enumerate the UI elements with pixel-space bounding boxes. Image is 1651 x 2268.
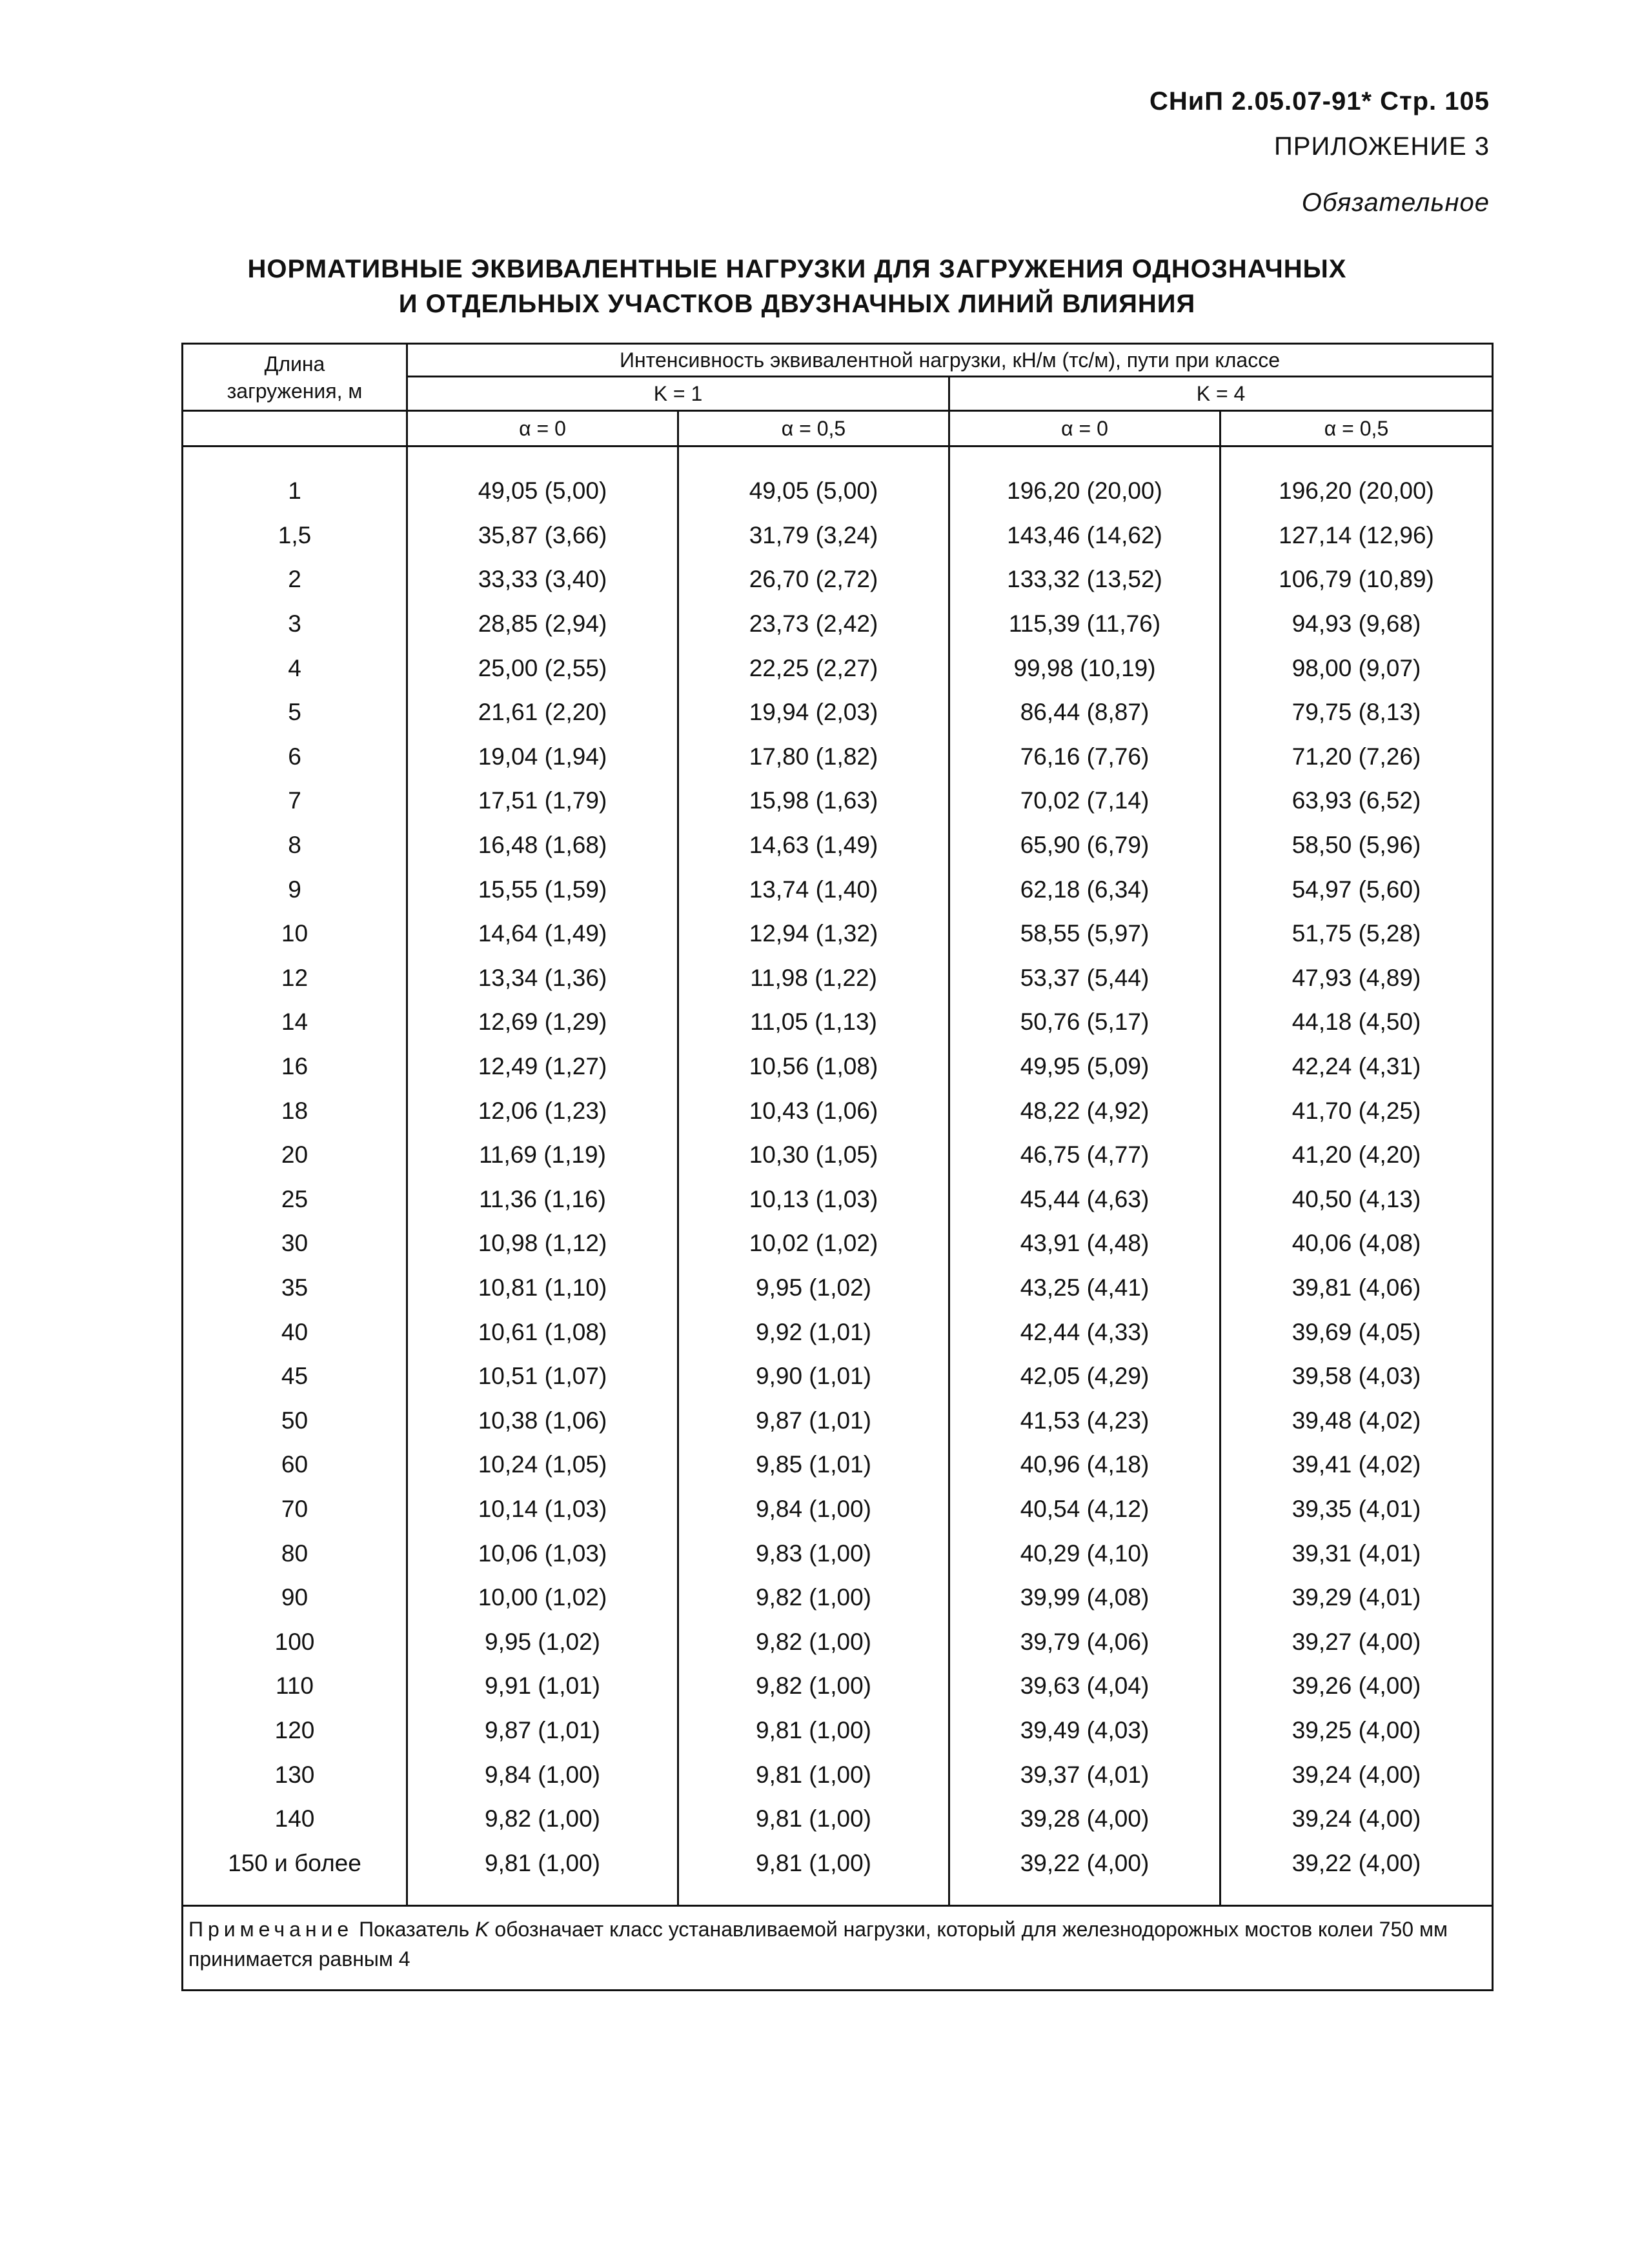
table-top-spacer xyxy=(183,447,1493,470)
note-label: Примечание xyxy=(188,1918,354,1941)
equivalent-loads-table xyxy=(181,343,1494,1991)
k1-alpha0-cell: 10,51 (1,07) xyxy=(407,1354,678,1399)
length-header-line-1: Длина xyxy=(264,352,325,376)
length-cell: 50 xyxy=(183,1398,407,1443)
k4-alpha05-cell: 63,93 (6,52) xyxy=(1221,779,1493,823)
length-cell: 35 xyxy=(183,1266,407,1310)
length-cell: 80 xyxy=(183,1531,407,1576)
k4-alpha0-cell: 39,49 (4,03) xyxy=(949,1709,1221,1753)
k4-alpha05-cell: 196,20 (20,00) xyxy=(1221,469,1493,514)
k4-alpha05-cell: 41,20 (4,20) xyxy=(1221,1133,1493,1178)
k1-alpha05-cell: 9,90 (1,01) xyxy=(678,1354,949,1399)
k1-alpha0-cell: 10,24 (1,05) xyxy=(407,1443,678,1487)
length-cell: 3 xyxy=(183,602,407,647)
alpha-header-k4-05: α = 0,5 xyxy=(1221,411,1493,447)
length-cell: 2 xyxy=(183,557,407,602)
k1-alpha0-cell: 12,49 (1,27) xyxy=(407,1045,678,1089)
k4-alpha05-cell: 39,24 (4,00) xyxy=(1221,1797,1493,1841)
table-row xyxy=(183,1000,1493,1045)
k4-alpha05-cell: 39,29 (4,01) xyxy=(1221,1576,1493,1620)
table-row xyxy=(183,1310,1493,1354)
k1-alpha0-cell: 15,55 (1,59) xyxy=(407,867,678,912)
table-row xyxy=(183,735,1493,779)
k4-alpha05-cell: 40,50 (4,13) xyxy=(1221,1178,1493,1222)
k4-alpha05-cell: 39,26 (4,00) xyxy=(1221,1664,1493,1709)
k4-alpha05-cell: 94,93 (9,68) xyxy=(1221,602,1493,647)
length-header-line-2: загружения, м xyxy=(227,379,363,403)
table-row xyxy=(183,646,1493,690)
length-cell: 100 xyxy=(183,1620,407,1664)
title-line-2: И ОТДЕЛЬНЫХ УЧАСТКОВ ДВУЗНАЧНЫХ ЛИНИЙ ВЛИЯНИЯ xyxy=(398,290,1196,318)
length-column-header xyxy=(183,344,407,411)
page-title xyxy=(161,252,1433,321)
table-row xyxy=(183,1045,1493,1089)
k1-alpha05-cell: 9,87 (1,01) xyxy=(678,1398,949,1443)
table-row xyxy=(183,779,1493,823)
k4-alpha0-cell: 143,46 (14,62) xyxy=(949,514,1221,558)
k1-alpha05-cell: 10,43 (1,06) xyxy=(678,1089,949,1133)
table-row xyxy=(183,1487,1493,1532)
k4-alpha0-cell: 86,44 (8,87) xyxy=(949,690,1221,735)
length-cell: 130 xyxy=(183,1752,407,1797)
table-row xyxy=(183,1531,1493,1576)
table-row xyxy=(183,1841,1493,1885)
k4-alpha05-cell: 106,79 (10,89) xyxy=(1221,557,1493,602)
k4-alpha0-cell: 62,18 (6,34) xyxy=(949,867,1221,912)
alpha-header-k1-05: α = 0,5 xyxy=(678,411,949,447)
note-text-start: Показатель xyxy=(359,1918,470,1941)
table-row xyxy=(183,1398,1493,1443)
k1-alpha05-cell: 22,25 (2,27) xyxy=(678,646,949,690)
k4-alpha05-cell: 39,41 (4,02) xyxy=(1221,1443,1493,1487)
k4-alpha05-cell: 39,24 (4,00) xyxy=(1221,1752,1493,1797)
length-header-blank xyxy=(183,411,407,447)
k1-alpha0-cell: 11,69 (1,19) xyxy=(407,1133,678,1178)
k4-alpha05-cell: 98,00 (9,07) xyxy=(1221,646,1493,690)
k1-alpha0-cell: 9,84 (1,00) xyxy=(407,1752,678,1797)
table-row xyxy=(183,1354,1493,1399)
length-cell: 10 xyxy=(183,912,407,956)
k4-alpha0-cell: 53,37 (5,44) xyxy=(949,956,1221,1001)
table-row xyxy=(183,1089,1493,1133)
k4-alpha0-cell: 45,44 (4,63) xyxy=(949,1178,1221,1222)
k4-alpha0-cell: 196,20 (20,00) xyxy=(949,469,1221,514)
k1-alpha0-cell: 28,85 (2,94) xyxy=(407,602,678,647)
length-cell: 25 xyxy=(183,1178,407,1222)
k1-alpha05-cell: 19,94 (2,03) xyxy=(678,690,949,735)
k4-alpha05-cell: 39,35 (4,01) xyxy=(1221,1487,1493,1532)
k1-alpha05-cell: 10,13 (1,03) xyxy=(678,1178,949,1222)
k4-alpha0-cell: 58,55 (5,97) xyxy=(949,912,1221,956)
length-cell: 60 xyxy=(183,1443,407,1487)
k1-alpha0-cell: 17,51 (1,79) xyxy=(407,779,678,823)
alpha-header-k1-0: α = 0 xyxy=(407,411,678,447)
length-cell: 45 xyxy=(183,1354,407,1399)
table-row xyxy=(183,514,1493,558)
k1-alpha05-cell: 9,82 (1,00) xyxy=(678,1576,949,1620)
length-cell: 1,5 xyxy=(183,514,407,558)
k4-alpha0-cell: 40,54 (4,12) xyxy=(949,1487,1221,1532)
table-row xyxy=(183,602,1493,647)
k4-alpha0-cell: 40,96 (4,18) xyxy=(949,1443,1221,1487)
document-code: СНиП 2.05.07-91* Стр. 105 xyxy=(1149,87,1490,115)
k4-alpha0-cell: 99,98 (10,19) xyxy=(949,646,1221,690)
table-row xyxy=(183,1664,1493,1709)
length-cell: 110 xyxy=(183,1664,407,1709)
k1-alpha05-cell: 9,81 (1,00) xyxy=(678,1841,949,1885)
length-cell: 8 xyxy=(183,823,407,868)
length-cell: 18 xyxy=(183,1089,407,1133)
k1-alpha05-cell: 9,81 (1,00) xyxy=(678,1752,949,1797)
k4-alpha0-cell: 133,32 (13,52) xyxy=(949,557,1221,602)
k4-alpha0-cell: 65,90 (6,79) xyxy=(949,823,1221,868)
k1-alpha05-cell: 23,73 (2,42) xyxy=(678,602,949,647)
k1-alpha0-cell: 10,00 (1,02) xyxy=(407,1576,678,1620)
length-cell: 140 xyxy=(183,1797,407,1841)
k1-alpha05-cell: 26,70 (2,72) xyxy=(678,557,949,602)
k1-alpha05-cell: 10,30 (1,05) xyxy=(678,1133,949,1178)
k1-alpha0-cell: 19,04 (1,94) xyxy=(407,735,678,779)
k4-alpha0-cell: 43,91 (4,48) xyxy=(949,1221,1221,1266)
table-row xyxy=(183,1797,1493,1841)
k4-alpha05-cell: 39,25 (4,00) xyxy=(1221,1709,1493,1753)
k1-alpha0-cell: 10,38 (1,06) xyxy=(407,1398,678,1443)
k4-alpha0-cell: 50,76 (5,17) xyxy=(949,1000,1221,1045)
k4-alpha05-cell: 39,27 (4,00) xyxy=(1221,1620,1493,1664)
table-bottom-spacer xyxy=(183,1885,1493,1906)
k4-alpha0-cell: 39,99 (4,08) xyxy=(949,1576,1221,1620)
k1-alpha0-cell: 10,81 (1,10) xyxy=(407,1266,678,1310)
table-footer xyxy=(183,1885,1493,1991)
k1-alpha05-cell: 9,84 (1,00) xyxy=(678,1487,949,1532)
length-cell: 20 xyxy=(183,1133,407,1178)
table-row xyxy=(183,867,1493,912)
k1-alpha05-cell: 9,81 (1,00) xyxy=(678,1797,949,1841)
k4-alpha0-cell: 39,79 (4,06) xyxy=(949,1620,1221,1664)
k1-alpha05-cell: 9,82 (1,00) xyxy=(678,1664,949,1709)
k4-alpha05-cell: 39,48 (4,02) xyxy=(1221,1398,1493,1443)
table-row xyxy=(183,1752,1493,1797)
k4-alpha05-cell: 44,18 (4,50) xyxy=(1221,1000,1493,1045)
k1-alpha0-cell: 12,69 (1,29) xyxy=(407,1000,678,1045)
length-cell: 16 xyxy=(183,1045,407,1089)
length-cell: 12 xyxy=(183,956,407,1001)
k1-alpha0-cell: 9,95 (1,02) xyxy=(407,1620,678,1664)
k4-alpha05-cell: 41,70 (4,25) xyxy=(1221,1089,1493,1133)
length-cell: 30 xyxy=(183,1221,407,1266)
k1-alpha0-cell: 11,36 (1,16) xyxy=(407,1178,678,1222)
k4-alpha05-cell: 51,75 (5,28) xyxy=(1221,912,1493,956)
table-row xyxy=(183,956,1493,1001)
class-k1-header: K = 1 xyxy=(407,377,949,411)
k1-alpha05-cell: 10,02 (1,02) xyxy=(678,1221,949,1266)
k4-alpha0-cell: 42,05 (4,29) xyxy=(949,1354,1221,1399)
k4-alpha0-cell: 41,53 (4,23) xyxy=(949,1398,1221,1443)
table-row xyxy=(183,1266,1493,1310)
table-row xyxy=(183,1576,1493,1620)
k4-alpha05-cell: 39,81 (4,06) xyxy=(1221,1266,1493,1310)
k4-alpha05-cell: 40,06 (4,08) xyxy=(1221,1221,1493,1266)
k4-alpha0-cell: 115,39 (11,76) xyxy=(949,602,1221,647)
table-row xyxy=(183,1178,1493,1222)
intensity-header: Интенсивность эквивалентной нагрузки, кН/м (тс/м), пути при классе xyxy=(407,344,1493,377)
k4-alpha0-cell: 46,75 (4,77) xyxy=(949,1133,1221,1178)
k4-alpha05-cell: 42,24 (4,31) xyxy=(1221,1045,1493,1089)
k4-alpha05-cell: 58,50 (5,96) xyxy=(1221,823,1493,868)
k4-alpha0-cell: 39,37 (4,01) xyxy=(949,1752,1221,1797)
k1-alpha05-cell: 11,05 (1,13) xyxy=(678,1000,949,1045)
k1-alpha0-cell: 10,61 (1,08) xyxy=(407,1310,678,1354)
k4-alpha0-cell: 43,25 (4,41) xyxy=(949,1266,1221,1310)
k1-alpha0-cell: 10,14 (1,03) xyxy=(407,1487,678,1532)
k4-alpha0-cell: 40,29 (4,10) xyxy=(949,1531,1221,1576)
length-cell: 40 xyxy=(183,1310,407,1354)
length-cell: 70 xyxy=(183,1487,407,1532)
k1-alpha05-cell: 14,63 (1,49) xyxy=(678,823,949,868)
k1-alpha0-cell: 14,64 (1,49) xyxy=(407,912,678,956)
k1-alpha0-cell: 9,91 (1,01) xyxy=(407,1664,678,1709)
table-row xyxy=(183,690,1493,735)
k4-alpha05-cell: 79,75 (8,13) xyxy=(1221,690,1493,735)
k1-alpha0-cell: 35,87 (3,66) xyxy=(407,514,678,558)
length-cell: 150 и более xyxy=(183,1841,407,1885)
length-cell: 9 xyxy=(183,867,407,912)
table-row xyxy=(183,1221,1493,1266)
k1-alpha05-cell: 9,81 (1,00) xyxy=(678,1709,949,1753)
k1-alpha05-cell: 11,98 (1,22) xyxy=(678,956,949,1001)
k1-alpha0-cell: 33,33 (3,40) xyxy=(407,557,678,602)
k4-alpha05-cell: 127,14 (12,96) xyxy=(1221,514,1493,558)
k1-alpha05-cell: 9,92 (1,01) xyxy=(678,1310,949,1354)
k1-alpha05-cell: 12,94 (1,32) xyxy=(678,912,949,956)
table-row xyxy=(183,1133,1493,1178)
k1-alpha0-cell: 25,00 (2,55) xyxy=(407,646,678,690)
k1-alpha0-cell: 9,87 (1,01) xyxy=(407,1709,678,1753)
length-cell: 120 xyxy=(183,1709,407,1753)
k4-alpha05-cell: 47,93 (4,89) xyxy=(1221,956,1493,1001)
k1-alpha0-cell: 10,06 (1,03) xyxy=(407,1531,678,1576)
class-k4-header: K = 4 xyxy=(949,377,1493,411)
length-cell: 6 xyxy=(183,735,407,779)
length-cell: 90 xyxy=(183,1576,407,1620)
length-cell: 14 xyxy=(183,1000,407,1045)
k4-alpha0-cell: 39,22 (4,00) xyxy=(949,1841,1221,1885)
appendix-label: ПРИЛОЖЕНИЕ 3 xyxy=(1274,132,1490,161)
k4-alpha0-cell: 70,02 (7,14) xyxy=(949,779,1221,823)
k4-alpha0-cell: 48,22 (4,92) xyxy=(949,1089,1221,1133)
k1-alpha0-cell: 21,61 (2,20) xyxy=(407,690,678,735)
table-row xyxy=(183,469,1493,514)
k1-alpha05-cell: 15,98 (1,63) xyxy=(678,779,949,823)
length-cell: 5 xyxy=(183,690,407,735)
length-cell: 7 xyxy=(183,779,407,823)
k4-alpha0-cell: 49,95 (5,09) xyxy=(949,1045,1221,1089)
alpha-header-k4-0: α = 0 xyxy=(949,411,1221,447)
table-row xyxy=(183,823,1493,868)
k4-alpha05-cell: 39,58 (4,03) xyxy=(1221,1354,1493,1399)
appendix-status: Обязательное xyxy=(1301,188,1490,217)
k4-alpha05-cell: 39,22 (4,00) xyxy=(1221,1841,1493,1885)
note-text-end: обозначает класс устанавливаемой нагрузки, который для железнодорожных мостов колеи 750 мм принимается равным 4 xyxy=(188,1918,1448,1971)
k1-alpha05-cell: 10,56 (1,08) xyxy=(678,1045,949,1089)
k1-alpha0-cell: 9,82 (1,00) xyxy=(407,1797,678,1841)
k1-alpha05-cell: 9,95 (1,02) xyxy=(678,1266,949,1310)
k1-alpha0-cell: 13,34 (1,36) xyxy=(407,956,678,1001)
k1-alpha05-cell: 9,83 (1,00) xyxy=(678,1531,949,1576)
table-body xyxy=(183,447,1493,1886)
k4-alpha05-cell: 39,69 (4,05) xyxy=(1221,1310,1493,1354)
length-cell: 1 xyxy=(183,469,407,514)
k1-alpha05-cell: 13,74 (1,40) xyxy=(678,867,949,912)
k4-alpha0-cell: 42,44 (4,33) xyxy=(949,1310,1221,1354)
note-k-symbol: K xyxy=(475,1918,489,1941)
k1-alpha05-cell: 31,79 (3,24) xyxy=(678,514,949,558)
k4-alpha05-cell: 39,31 (4,01) xyxy=(1221,1531,1493,1576)
k4-alpha0-cell: 76,16 (7,76) xyxy=(949,735,1221,779)
k4-alpha05-cell: 54,97 (5,60) xyxy=(1221,867,1493,912)
table-note xyxy=(183,1906,1493,1991)
k4-alpha0-cell: 39,28 (4,00) xyxy=(949,1797,1221,1841)
k1-alpha05-cell: 49,05 (5,00) xyxy=(678,469,949,514)
k1-alpha0-cell: 16,48 (1,68) xyxy=(407,823,678,868)
k4-alpha05-cell: 71,20 (7,26) xyxy=(1221,735,1493,779)
table-row xyxy=(183,912,1493,956)
table-row xyxy=(183,1709,1493,1753)
k1-alpha05-cell: 17,80 (1,82) xyxy=(678,735,949,779)
k1-alpha05-cell: 9,85 (1,01) xyxy=(678,1443,949,1487)
table-row xyxy=(183,557,1493,602)
length-cell: 4 xyxy=(183,646,407,690)
k1-alpha0-cell: 12,06 (1,23) xyxy=(407,1089,678,1133)
k4-alpha0-cell: 39,63 (4,04) xyxy=(949,1664,1221,1709)
k1-alpha0-cell: 9,81 (1,00) xyxy=(407,1841,678,1885)
k1-alpha0-cell: 10,98 (1,12) xyxy=(407,1221,678,1266)
table-header xyxy=(183,344,1493,447)
table-row xyxy=(183,1620,1493,1664)
k1-alpha05-cell: 9,82 (1,00) xyxy=(678,1620,949,1664)
table-row xyxy=(183,1443,1493,1487)
k1-alpha0-cell: 49,05 (5,00) xyxy=(407,469,678,514)
title-line-1: НОРМАТИВНЫЕ ЭКВИВАЛЕНТНЫЕ НАГРУЗКИ ДЛЯ ЗАГРУЖЕНИЯ ОДНОЗНАЧНЫХ xyxy=(247,255,1347,283)
